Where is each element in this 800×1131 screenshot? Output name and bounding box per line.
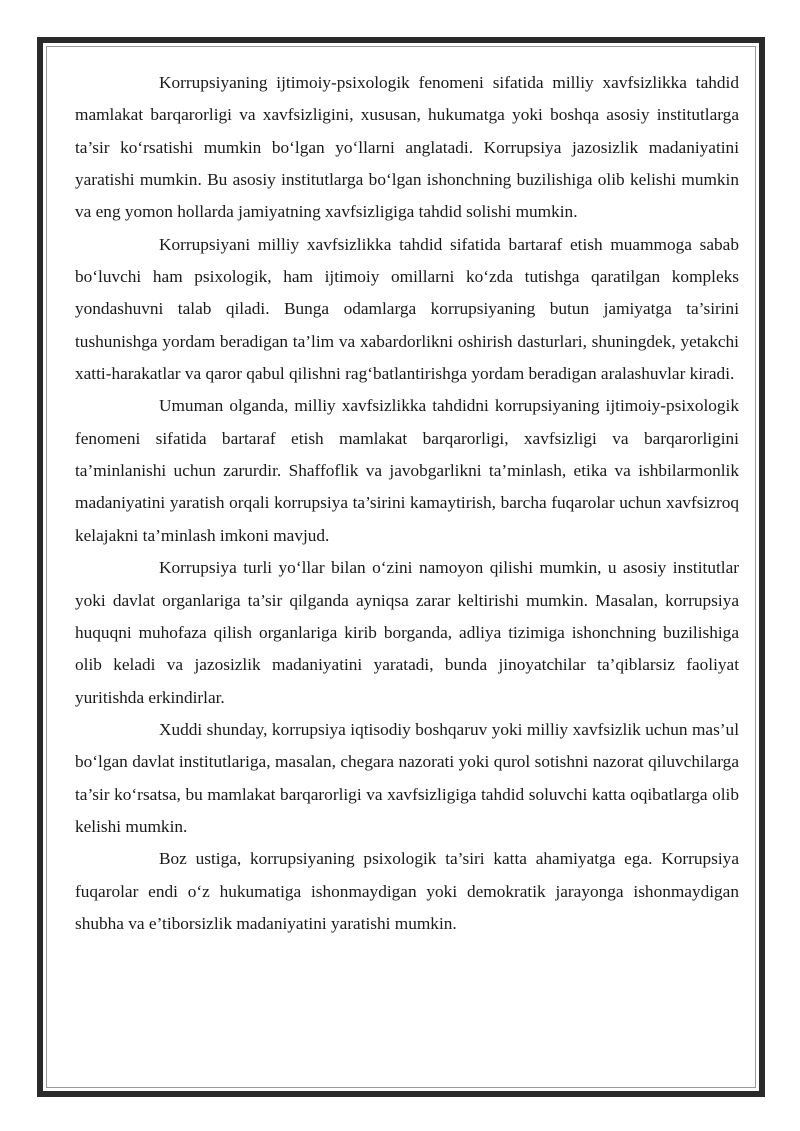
paragraph-2: Korrupsiyani milliy xavfsizlikka tahdid sifatida bartaraf etish muammoga sabab bo‘luvchi ham psixologik, ham ijtimoiy omillarni ko‘zda tutishga qaratilgan kompleks yondashuvni talab qiladi. Bunga odamlarga korrupsiyaning butun jamiyatga ta’sirini tushunishga yordam beradigan ta’lim va xabardorlikni oshirish dasturlari, shuningdek, yetakchi xatti-harakatlar va qaror qabul qilishni rag‘batlantirishga yordam beradigan aralashuvlar kiradi. [75, 234, 739, 384]
document-body [75, 67, 739, 940]
paragraph-5: Xuddi shunday, korrupsiya iqtisodiy boshqaruv yoki milliy xavfsizlik uchun mas’ul bo‘lgan davlat institutlariga, masalan, chegara nazorati yoki qurol sotishni nazorat qiluvchilarga ta’sir ko‘rsatsa, bu mamlakat barqarorligi va xavfsizligiga tahdid soluvchi katta oqibatlarga olib kelishi mumkin. [75, 719, 739, 836]
paragraph-4: Korrupsiya turli yo‘llar bilan o‘zini namoyon qilishi mumkin, u asosiy institutlar yoki davlat organlariga ta’sir qilganda ayniqsa zarar keltirishi mumkin. Masalan, korrupsiya huquqni muhofaza qilish organlariga kirib borganda, adliya tizimiga ishonchning buzilishiga olib keladi va jazosizlik madaniyatini yaratadi, bunda jinoyatchilar ta’qiblarsiz faoliyat yuritishda erkindirlar. [75, 558, 739, 707]
paragraph-6: Boz ustiga, korrupsiyaning psixologik ta’siri katta ahamiyatga ega. Korrupsiya fuqarolar endi o‘z hukumatiga ishonmaydigan yoki demokratik jarayonga ishonmaydigan shubha va e’tiborsizlik madaniyatini yaratishi mumkin. [75, 849, 739, 933]
paragraph-3: Umuman olganda, milliy xavfsizlikka tahdidni korrupsiyaning ijtimoiy-psixologik fenomeni sifatida bartaraf etish mamlakat barqarorligi, xavfsizligi va barqarorligini ta’minlanishi uchun zarurdir. Shaffoflik va javobgarlikni ta’minlash, etika va ishbilarmonlik madaniyatini yaratish orqali korrupsiya ta’sirini kamaytirish, barcha fuqarolar uchun xavfsizroq kelajakni ta’minlash imkoni mavjud. [75, 396, 739, 545]
paragraph-1: Korrupsiyaning ijtimoiy-psixologik fenomeni sifatida milliy xavfsizlikka tahdid mamlakat barqarorligi va xavfsizligini, xususan, hukumatga yoki boshqa asosiy institutlarga ta’sir ko‘rsatishi mumkin bo‘lgan yo‘llarni anglatadi. Korrupsiya jazosizlik madaniyatini yaratishi mumkin. Bu asosiy institutlarga bo‘lgan ishonchning buzilishiga olib kelishi mumkin va eng yomon hollarda jamiyatning xavfsizligiga tahdid solishi mumkin. [75, 73, 739, 222]
